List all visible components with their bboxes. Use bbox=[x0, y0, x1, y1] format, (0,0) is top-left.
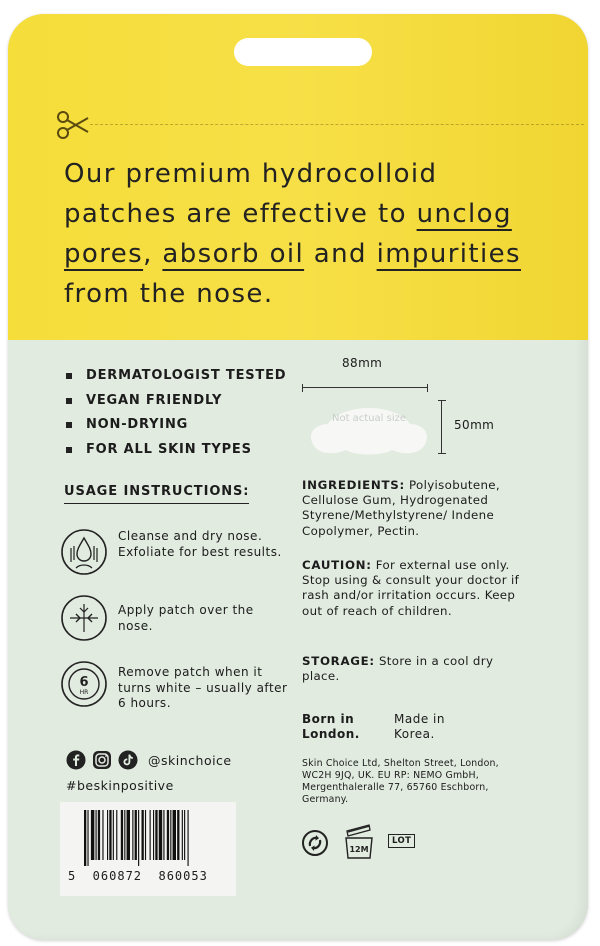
storage bbox=[302, 654, 534, 684]
headline-line-4: from the nose. bbox=[64, 279, 274, 309]
cleanse-drop-icon bbox=[60, 528, 108, 576]
headline-unclog: unclog bbox=[416, 199, 512, 229]
headline-line-1: Our premium hydrocolloid bbox=[64, 159, 438, 189]
barcode-bar bbox=[84, 810, 86, 866]
bullet-icon bbox=[66, 398, 72, 404]
tiktok-icon[interactable] bbox=[118, 750, 138, 770]
feature-list bbox=[66, 364, 286, 462]
social-handle: @skinchoice bbox=[148, 753, 232, 768]
recycle-icon bbox=[302, 830, 328, 856]
feature-label: FOR ALL SKIN TYPES bbox=[86, 441, 252, 457]
step-1-text: Cleanse and dry nose. Exfoliate for best results. bbox=[118, 529, 282, 559]
barcode-bar bbox=[107, 810, 108, 860]
barcode-bar bbox=[102, 810, 103, 860]
step-3-text: Remove patch when it turns white – usually after 6 hours. bbox=[118, 665, 288, 710]
barcode-bar bbox=[98, 810, 100, 860]
barcode-digits: 5 060872 860053 bbox=[68, 869, 208, 883]
barcode-bar bbox=[163, 810, 164, 860]
ingredients bbox=[302, 478, 534, 539]
headline-impurities: impurities bbox=[376, 239, 521, 269]
usage-title: USAGE INSTRUCTIONS: bbox=[64, 484, 249, 504]
social-icons bbox=[66, 750, 138, 770]
barcode-bar bbox=[170, 810, 171, 860]
born-in: Born in London. bbox=[302, 712, 360, 741]
width-dimension-line bbox=[302, 384, 428, 392]
bullet-icon bbox=[66, 373, 72, 379]
barcode-bar bbox=[177, 810, 179, 860]
barcode-bar bbox=[188, 810, 189, 866]
barcode-bar bbox=[132, 810, 133, 860]
height-label: 50mm bbox=[454, 418, 495, 432]
timer-number: 6 bbox=[79, 675, 89, 690]
lot-label: LOT bbox=[388, 834, 415, 848]
bullet-icon bbox=[66, 422, 72, 428]
apply-patch-icon bbox=[60, 594, 108, 642]
barcode-bar bbox=[159, 810, 162, 860]
feature-label: DERMATOLOGIST TESTED bbox=[86, 368, 287, 383]
barcode-bar bbox=[96, 810, 97, 860]
barcode-bar bbox=[124, 810, 125, 860]
storage-text: Store in a cool dry place. bbox=[302, 654, 494, 684]
barcode-bar bbox=[127, 810, 130, 860]
barcode-bar bbox=[173, 810, 176, 860]
timer-unit: HR bbox=[79, 689, 89, 696]
bullet-icon bbox=[66, 447, 72, 453]
headline-and: and bbox=[304, 239, 377, 269]
feature-item bbox=[66, 413, 286, 438]
barcode-bar bbox=[121, 810, 123, 860]
height-dimension-line bbox=[438, 400, 446, 454]
caution bbox=[302, 558, 534, 619]
headline-pores: pores bbox=[64, 239, 144, 269]
headline bbox=[64, 154, 564, 314]
product-pouch bbox=[8, 14, 588, 940]
headline-comma: , bbox=[143, 239, 163, 269]
barcode-bar bbox=[145, 810, 146, 860]
tear-line bbox=[90, 124, 584, 125]
barcode-bar bbox=[87, 810, 88, 866]
barcode-bar bbox=[184, 810, 185, 860]
storage-label: STORAGE: bbox=[302, 654, 375, 668]
barcode-bar bbox=[153, 810, 154, 860]
instagram-icon[interactable] bbox=[92, 750, 112, 770]
headline-absorb-oil: absorb oil bbox=[162, 239, 305, 269]
barcode-bar bbox=[109, 810, 111, 860]
company-address: Skin Choice Ltd, Shelton Street, London, WC2H 9JQ, UK. EU RP: NEMO GmbH, Mergenthaleralle 77, 65760 Eschborn, Germany. bbox=[302, 758, 499, 805]
feature-item bbox=[66, 438, 286, 463]
barcode-bar bbox=[142, 810, 144, 860]
feature-item bbox=[66, 364, 286, 389]
barcode-bar bbox=[167, 810, 169, 860]
hashtag: #beskinpositive bbox=[66, 778, 174, 793]
barcode-bar bbox=[135, 810, 137, 860]
hang-hole bbox=[234, 38, 372, 66]
ingredients-text: Polyisobutene, Cellulose Gum, Hydrogenated Styrene/Methylstyrene/ Indene Copolymer, Pectin. bbox=[302, 478, 501, 538]
feature-label: NON-DRYING bbox=[86, 417, 189, 432]
pao-label: 12M bbox=[349, 845, 369, 854]
barcode-bar bbox=[113, 810, 114, 860]
ingredients-label: INGREDIENTS: bbox=[302, 478, 405, 492]
facebook-icon[interactable] bbox=[66, 750, 86, 770]
feature-item bbox=[66, 389, 286, 414]
barcode bbox=[84, 810, 232, 866]
barcode-bar bbox=[138, 810, 139, 866]
barcode-bar bbox=[91, 810, 94, 860]
six-hour-timer-icon bbox=[60, 660, 108, 708]
caution-text: For external use only. Stop using & consult your doctor if rash and/or irritation occurs. Keep out of reach of children. bbox=[302, 558, 520, 618]
scissors-icon bbox=[56, 110, 90, 140]
barcode-bar bbox=[155, 810, 157, 860]
open-jar-icon bbox=[342, 822, 376, 860]
width-label: 88mm bbox=[342, 356, 383, 370]
barcode-bar bbox=[116, 810, 117, 860]
feature-label: VEGAN FRIENDLY bbox=[86, 392, 223, 408]
made-in: Made in Korea. bbox=[394, 712, 445, 741]
barcode-bar bbox=[182, 810, 183, 860]
barcode-bar bbox=[150, 810, 151, 860]
caution-label: CAUTION: bbox=[302, 558, 372, 572]
step-2-text: Apply patch over the nose. bbox=[118, 603, 254, 633]
patch-note: Not actual size bbox=[331, 413, 407, 424]
headline-line-2: patches are effective to bbox=[64, 199, 417, 229]
